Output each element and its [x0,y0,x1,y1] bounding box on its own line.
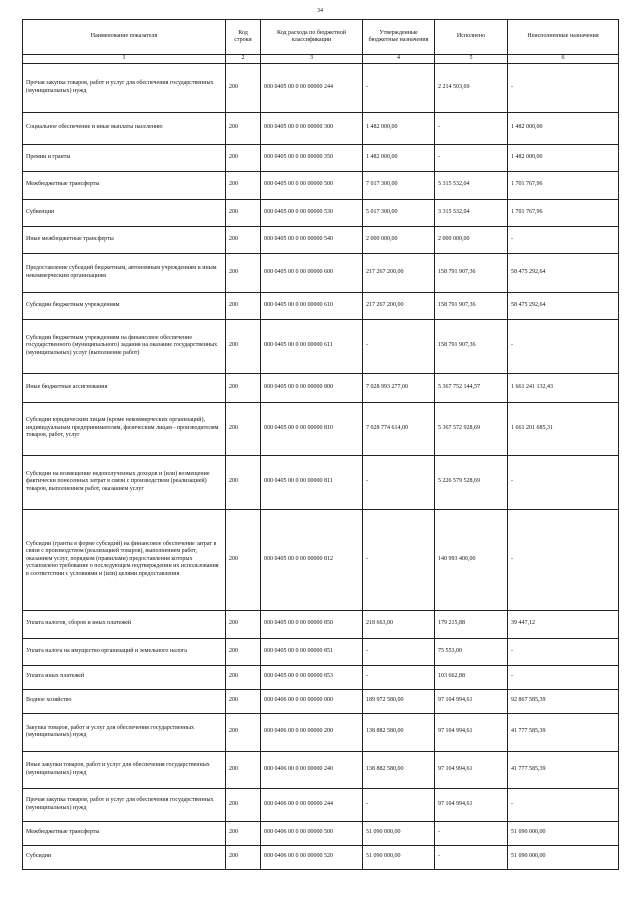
table-row [23,845,619,869]
row-line-code: 200 [226,821,261,845]
row-executed: 97 104 994,61 [435,751,508,788]
row-unexecuted: 58 475 292,64 [508,292,619,319]
row-unexecuted: 58 475 292,64 [508,253,619,292]
row-class-code: 000 0406 00 0 00 00000 520 [261,845,363,869]
row-approved: 138 882 580,00 [363,713,435,751]
row-executed: 97 104 994,61 [435,788,508,821]
row-line-code: 200 [226,689,261,713]
row-line-code: 200 [226,319,261,373]
row-approved: 51 090 000,00 [363,845,435,869]
row-executed: 3 315 532,04 [435,199,508,226]
row-approved: 217 267 200,00 [363,253,435,292]
row-executed: 103 662,88 [435,665,508,689]
table-row [23,144,619,171]
page-number: 34 [317,8,323,14]
header-row [23,20,619,55]
column-number: 2 [226,55,261,64]
row-line-code: 200 [226,610,261,638]
table-row [23,319,619,373]
row-unexecuted: 1 701 767,96 [508,199,619,226]
row-class-code: 000 0405 00 0 00 00000 812 [261,509,363,610]
header-name: Наименование показателя [23,20,226,55]
row-name: Субсидии на возмещение недополученных доходов и (или) возмещение фактически понесенных затрат в связи с производством (реализацией) товаров, выполнением работ, оказанием услуг [23,455,226,509]
row-line-code: 200 [226,402,261,455]
table-row [23,63,619,112]
row-unexecuted: - [508,226,619,253]
row-approved: 217 267 200,00 [363,292,435,319]
row-executed: 140 993 400,00 [435,509,508,610]
row-executed: - [435,144,508,171]
row-executed: - [435,845,508,869]
row-name: Водное хозяйство [23,689,226,713]
row-class-code: 000 0405 00 0 00 00000 350 [261,144,363,171]
row-line-code: 200 [226,713,261,751]
row-approved: - [363,509,435,610]
table-row [23,788,619,821]
row-name: Закупка товаров, работ и услуг для обеспечения государственных (муниципальных) нужд [23,713,226,751]
row-class-code: 000 0405 00 0 00 00000 530 [261,199,363,226]
row-class-code: 000 0406 00 0 00 00000 244 [261,788,363,821]
table-row [23,713,619,751]
row-name: Субсидии [23,845,226,869]
header-unexecuted: Неисполненные назначения [508,20,619,55]
table-row [23,821,619,845]
row-name: Прочая закупка товаров, работ и услуг для обеспечения государственных (муниципальных) нужд [23,63,226,112]
row-executed: 5 367 752 144,57 [435,373,508,402]
row-approved: 7 017 300,00 [363,171,435,199]
row-unexecuted: 41 777 585,39 [508,713,619,751]
row-name: Субсидии бюджетным учреждениям на финансовое обеспечение государственного (муниципального) задания на оказание государственных (муниципальных) услуг (выполнение работ) [23,319,226,373]
row-unexecuted: 1 482 000,00 [508,144,619,171]
column-number: 5 [435,55,508,64]
row-executed: - [435,821,508,845]
row-name: Субсидии (гранты в форме субсидий) на финансовое обеспечение затрат в связи с производством (реализацией товаров), выполнением работ, оказанием услуг, порядком (правилами) предоставления которых установлено требование о последующем подтверждении их использования в соответствии с условиями и (или) целями предоставления [23,509,226,610]
column-number: 4 [363,55,435,64]
row-executed: 5 367 572 928,69 [435,402,508,455]
table-row [23,751,619,788]
row-line-code: 200 [226,253,261,292]
table-row [23,509,619,610]
row-class-code: 000 0405 00 0 00 00000 611 [261,319,363,373]
row-unexecuted: 1 661 201 685,31 [508,402,619,455]
column-number-row [23,55,619,64]
row-unexecuted: 51 090 000,00 [508,821,619,845]
table-row [23,402,619,455]
row-executed: 97 104 994,61 [435,689,508,713]
table-row [23,199,619,226]
row-unexecuted: - [508,455,619,509]
table-row [23,171,619,199]
row-name: Межбюджетные трансферты [23,171,226,199]
row-unexecuted: - [508,509,619,610]
row-class-code: 000 0405 00 0 00 00000 610 [261,292,363,319]
row-line-code: 200 [226,665,261,689]
row-class-code: 000 0405 00 0 00 00000 810 [261,402,363,455]
row-executed: 158 791 907,36 [435,253,508,292]
row-name: Субсидии бюджетным учреждениям [23,292,226,319]
row-line-code: 200 [226,112,261,144]
row-unexecuted: 41 777 585,39 [508,751,619,788]
row-name: Премии и гранты [23,144,226,171]
header-class-code: Код расхода по бюджетной классификации [261,20,363,55]
row-class-code: 000 0405 00 0 00 00000 851 [261,638,363,665]
row-class-code: 000 0405 00 0 00 00000 600 [261,253,363,292]
table-row [23,689,619,713]
row-name: Иные бюджетные ассигнования [23,373,226,402]
row-approved: - [363,638,435,665]
row-unexecuted: - [508,319,619,373]
table-row [23,455,619,509]
row-name: Субсидии юридическим лицам (кроме некоммерческих организаций), индивидуальным предпринимателям, физическим лицам - производителям товаров, работ, услуг [23,402,226,455]
row-name: Межбюджетные трансферты [23,821,226,845]
row-line-code: 200 [226,509,261,610]
row-line-code: 200 [226,199,261,226]
row-approved: 138 882 580,00 [363,751,435,788]
table-row [23,112,619,144]
row-unexecuted: - [508,665,619,689]
row-executed: 179 215,88 [435,610,508,638]
row-executed: 75 553,00 [435,638,508,665]
table-row [23,373,619,402]
row-name: Прочая закупка товаров, работ и услуг для обеспечения государственных (муниципальных) нужд [23,788,226,821]
row-name: Субвенции [23,199,226,226]
row-name: Социальное обеспечение и иные выплаты населению [23,112,226,144]
row-name: Уплата налогов, сборов и иных платежей [23,610,226,638]
row-line-code: 200 [226,638,261,665]
row-approved: - [363,665,435,689]
row-approved: 5 017 300,00 [363,199,435,226]
column-number: 1 [23,55,226,64]
row-line-code: 200 [226,373,261,402]
row-approved: 218 663,00 [363,610,435,638]
row-line-code: 200 [226,845,261,869]
row-executed: 158 791 907,36 [435,292,508,319]
row-approved: 1 482 000,00 [363,112,435,144]
row-approved: - [363,319,435,373]
table-row [23,610,619,638]
row-class-code: 000 0405 00 0 00 00000 500 [261,171,363,199]
row-executed: 158 791 907,36 [435,319,508,373]
row-line-code: 200 [226,226,261,253]
row-line-code: 200 [226,788,261,821]
header-approved: Утвержденные бюджетные назначения [363,20,435,55]
row-unexecuted: 1 482 000,00 [508,112,619,144]
row-class-code: 000 0405 00 0 00 00000 853 [261,665,363,689]
row-unexecuted: - [508,638,619,665]
column-number: 3 [261,55,363,64]
row-unexecuted: 51 090 000,00 [508,845,619,869]
row-unexecuted: 1 701 767,96 [508,171,619,199]
row-class-code: 000 0406 00 0 00 00000 500 [261,821,363,845]
row-executed: 5 226 579 528,69 [435,455,508,509]
row-approved: 189 972 580,00 [363,689,435,713]
row-approved: 51 090 000,00 [363,821,435,845]
row-executed: 2 214 503,69 [435,63,508,112]
row-unexecuted: 92 867 585,39 [508,689,619,713]
row-name: Уплата иных платежей [23,665,226,689]
row-line-code: 200 [226,171,261,199]
row-line-code: 200 [226,144,261,171]
row-class-code: 000 0406 00 0 00 00000 240 [261,751,363,788]
table-row [23,253,619,292]
row-class-code: 000 0405 00 0 00 00000 300 [261,112,363,144]
row-class-code: 000 0406 00 0 00 00000 200 [261,713,363,751]
row-approved: 7 028 774 614,00 [363,402,435,455]
row-name: Иные межбюджетные трансферты [23,226,226,253]
row-executed: 2 000 000,00 [435,226,508,253]
row-unexecuted: 1 661 241 132,43 [508,373,619,402]
row-approved: 1 482 000,00 [363,144,435,171]
row-approved: 2 000 000,00 [363,226,435,253]
row-unexecuted: - [508,63,619,112]
row-unexecuted: 39 447,12 [508,610,619,638]
row-approved: - [363,455,435,509]
row-name: Предоставление субсидий бюджетным, автономным учреждениям и иным некоммерческим организациям [23,253,226,292]
table-row [23,665,619,689]
row-executed: 97 104 994,61 [435,713,508,751]
row-approved: - [363,788,435,821]
row-line-code: 200 [226,455,261,509]
row-class-code: 000 0405 00 0 00 00000 244 [261,63,363,112]
header-line-code: Код строки [226,20,261,55]
row-unexecuted: - [508,788,619,821]
row-approved: - [363,63,435,112]
row-approved: 7 028 993 277,00 [363,373,435,402]
budget-execution-table [22,19,619,870]
row-class-code: 000 0406 00 0 00 00000 000 [261,689,363,713]
table-row [23,292,619,319]
row-executed: - [435,112,508,144]
column-number: 6 [508,55,619,64]
row-class-code: 000 0405 00 0 00 00000 800 [261,373,363,402]
row-name: Иные закупки товаров, работ и услуг для обеспечения государственных (муниципальных) нужд [23,751,226,788]
row-class-code: 000 0405 00 0 00 00000 850 [261,610,363,638]
row-line-code: 200 [226,292,261,319]
row-line-code: 200 [226,751,261,788]
row-class-code: 000 0405 00 0 00 00000 540 [261,226,363,253]
row-class-code: 000 0405 00 0 00 00000 811 [261,455,363,509]
table-row [23,638,619,665]
row-line-code: 200 [226,63,261,112]
header-executed: Исполнено [435,20,508,55]
table-row [23,226,619,253]
row-executed: 5 315 532,04 [435,171,508,199]
row-name: Уплата налога на имущество организаций и земельного налога [23,638,226,665]
